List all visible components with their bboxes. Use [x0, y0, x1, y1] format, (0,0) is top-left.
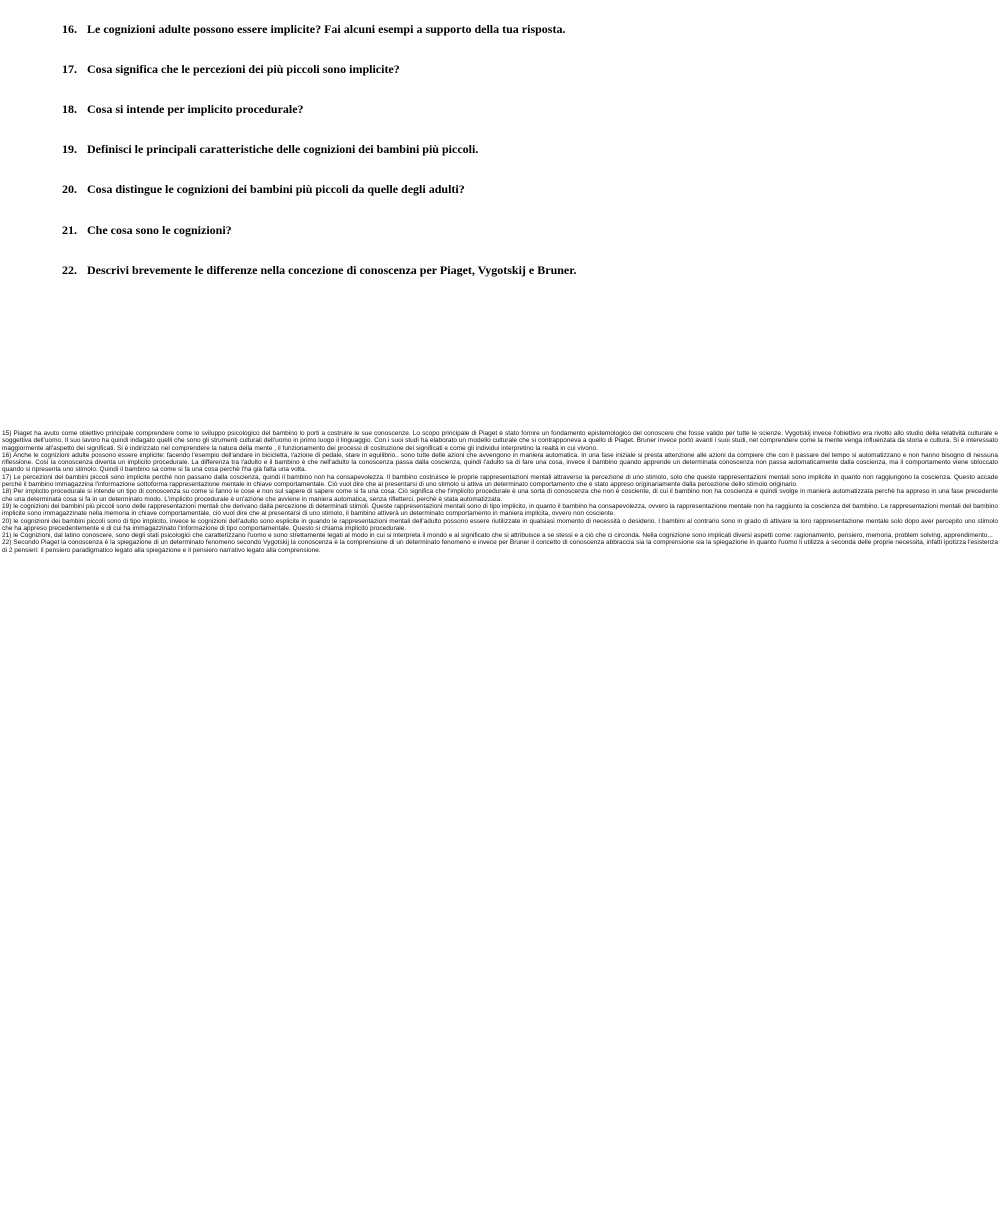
answer-22: 22) Secondo Piaget la conoscenza è la spiegazione di un determinato fenomeno secondo Vygotskij la conoscenza è la comprensione di un determinato fenomeno e invece per Bruner il concetto di conoscenza abbraccia sia la comprensione sia la spiegazione in quanto l'uomo li utilizza a seconda delle proprie necessita, infatti ipotizza l'esistenza di 2 pensieri: il pensiero paradigmatico legato alla spiegazione e il pensiero narrativo legato alla comprensione. [2, 539, 998, 554]
answer-21: 21) le Cognizioni, dal latino conoscere, sono degli stati psicologici che caratterizzano l'uomo e sono strettamente legati al modo in cui si interpreta il mondo e al significato che si attribuisce a se stessi e a ciò che ci circonda. Nella cognizione sono implicati diversi aspetti come: ragionamento, pensiero, memoria, problem solving, apprendimento... [2, 532, 993, 540]
question-text: Le cognizioni adulte possono essere implicite? Fai alcuni esempi a supporto della tua risposta. [87, 22, 566, 36]
question-number: 22. [62, 263, 77, 277]
question-text: Descrivi brevemente le differenze nella concezione di conoscenza per Piaget, Vygotskij e Bruner. [87, 263, 577, 277]
answers-block [2, 430, 998, 554]
answer-20: 20) le cognizioni dei bambini piccoli sono di tipo implicito, invece le cognizioni dell'adulto sono esplicite in quando le rappresentazioni mentali dell'adulto possono essere riutilizzate in qualsiasi momento di necessità o desiderio. I bambini al contrario sono in grado di attivare la loro rappresentazione mentale solo dopo aver percepito uno stimolo che ha appreso precedentemente e di cui ha immagazzinato l'informazione di tipo comportamentale. Questo si chiama implicito procedurale. [2, 517, 998, 532]
question-number: 19. [62, 142, 77, 156]
answer-16: 16) Anche le cognizioni adulte possono essere implicite: facendo l'esempio dell'andare in bicicletta, l'azione di pedale, stare in equilibrio.. sono tutte delle azioni che avvengono in maniera automatica. In una fase iniziale si presta attenzione alle azioni da compiere che con il passare del tempo si automatizzano e non hanno bisogno di nessuna riflessione. Così la conoscenza diventa un implicito procedurale. La differenza tra l'adulto e il bambino è che nell'adulto la conoscenza passa dalla coscienza, quindi l'adulto sa di fare una cosa, invece il bambino quando apprende un determinata conoscenza non passa automaticamente dalla coscienza, ma il comportamento viene sbloccato quando si ripresenta uno stimolo. Quindi il bambino sa come si fa una cosa perchè l'ha già fatta una volta. [2, 451, 998, 474]
question-19 [62, 141, 982, 157]
question-number: 17. [62, 62, 77, 76]
question-18 [62, 101, 982, 117]
question-number: 18. [62, 102, 77, 116]
question-number: 16. [62, 22, 77, 36]
answer-19: 19) le cognizioni dei bambini più piccoli sono delle rappresentazioni mentali che derivano dalla percezione di determinati stimoli. Queste rappresentazioni mentali sono di tipo implicito, in quanto il bambino ha consapevolezza, ovvero la rappresentazione mentale non ha raggiunto la coscienza del bambino. Le rappresentazioni mentali del bambino implicite sono immagazzinate nella memoria in chiave comportamentale, ciò vuol dire che al presentarsi di uno stimolo, il bambino attiverà un determinato comportamento in maniera implicita, ovvero non cosciente. [2, 502, 998, 518]
question-text: Cosa distingue le cognizioni dei bambini più piccoli da quelle degli adulti? [87, 182, 465, 196]
question-text: Cosa si intende per implicito procedurale? [87, 102, 304, 116]
question-text: Che cosa sono le cognizioni? [87, 223, 232, 237]
question-17 [62, 61, 982, 77]
question-number: 20. [62, 182, 77, 196]
question-22 [62, 262, 982, 278]
question-text: Definisci le principali caratteristiche delle cognizioni dei bambini più piccoli. [87, 142, 479, 156]
question-21 [62, 222, 982, 238]
question-text: Cosa significa che le percezioni dei più piccoli sono implicite? [87, 62, 400, 76]
answer-17: 17) Le percezioni dei bambini piccoli sono implicite perchè non passano dalla coscienza, quindi il bambino non ha consapevolezza. Il bambino costruisce le proprie rappresentazioni mentali attraverso la percezione di uno stimolo, solo che queste rappresentazioni mentali sono implicite in quanto non raggiungono la coscienza. Questo accade perchè il bambino immagazzina l'informazione sottoforma rappresentazione mentale in chiave comportamentale. Ciò vuol dire che al presentarsi di uno stimolo si attiva un determinato comportamento che è stato appreso originariamente dalla percezione dello stimolo originario. [2, 473, 998, 489]
question-16 [62, 21, 982, 37]
answer-15: 15) Piaget ha avuto come obiettivo principale comprendere come lo sviluppo psicologico del bambino lo porti a costruire le sue conoscenze. Lo scopo principale di Piaget è stato fornire un fondamento epistemologico del conoscere che fosse valido per tutte le scienze. Vygotskij invece l'obiettivo era rivolto allo studio della relatività culturale e soggettiva dell'uomo. Il suo lavoro ha quindi indagato quelli che sono gli strumenti culturali dell'uomo in primo luogo il linguaggio. Con i suoi studi ha elaborato un modello culturale che si contrapponeva a quello di Piaget. Bruner invece portò avanti i suoi studi, nel comprendere come la mente venga influenzata da storia e cultura. Si è interessato maggiormente all'aspetto dei significati. Si è indirizzato nel comprendere la natura della mente , il funzionamento dei processi di costruzione dei significati e come gli individui interpretino la realtà in cui vivono. [2, 430, 998, 452]
answer-18: 18) Per implicito procedurale si intende un tipo di conoscenza su come si fanno le cose e non sul sapere di sapere come si fa una cosa. Ciò significa che l'implicito procedurale è una sorta di conoscenza che non è cosciente, di cui il bambino non ha coscienza e quindi svolge in maniera automatizzata perchè ha appreso in una fase precedente che una determinata cosa si fa in un determinato modo. L'implicito procedurale è un'azione che avviene in maniera automatica, senza rifletterci, perchè è stata automatizzata. [2, 488, 998, 503]
question-20 [62, 181, 982, 197]
question-number: 21. [62, 223, 77, 237]
